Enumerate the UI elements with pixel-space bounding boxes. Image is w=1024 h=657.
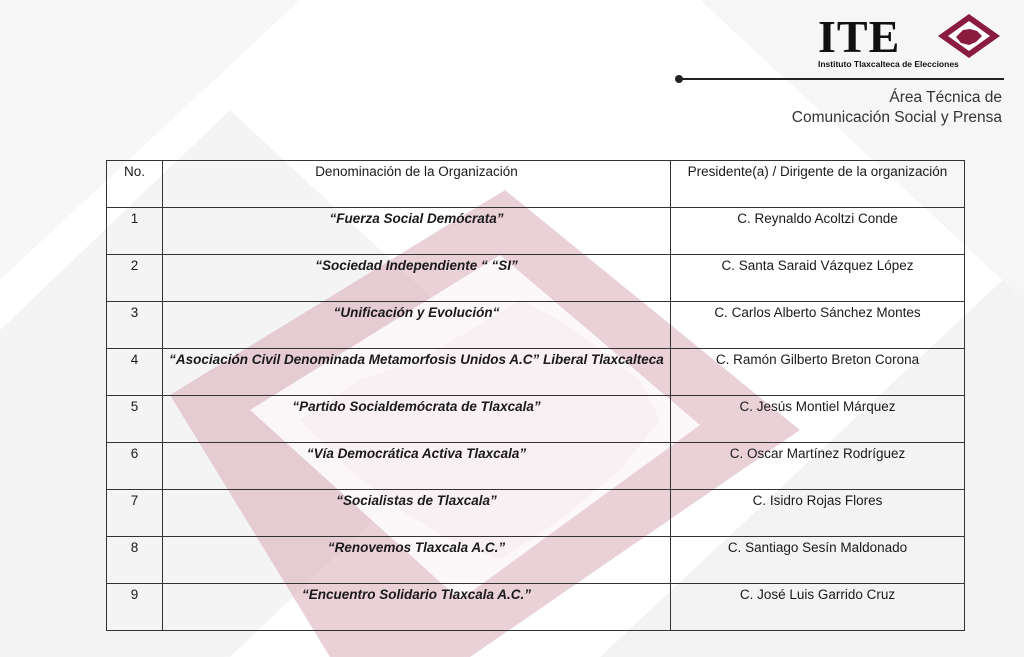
row-president: C. Carlos Alberto Sánchez Montes [671, 302, 965, 349]
table-row [107, 255, 965, 302]
logo-subtitle: Instituto Tlaxcalteca de Elecciones [818, 59, 959, 69]
area-line-2: Comunicación Social y Prensa [791, 109, 1002, 126]
row-president: C. Isidro Rojas Flores [671, 490, 965, 537]
row-president: C. Ramón Gilberto Breton Corona [671, 349, 965, 396]
row-num: 5 [107, 396, 163, 443]
logo-map-icon [936, 12, 1002, 60]
table-row [107, 443, 965, 490]
header-num: No. [107, 161, 163, 208]
table-row [107, 396, 965, 443]
row-num: 9 [107, 584, 163, 631]
header-rule [678, 78, 1004, 80]
table-row [107, 349, 965, 396]
row-name: “Unificación y Evolución“ [163, 302, 671, 349]
row-president: C. Santiago Sesín Maldonado [671, 537, 965, 584]
row-name: “Encuentro Solidario Tlaxcala A.C.” [163, 584, 671, 631]
table-row [107, 537, 965, 584]
table-row [107, 584, 965, 631]
header-president: Presidente(a) / Dirigente de la organización [671, 161, 965, 208]
row-num: 3 [107, 302, 163, 349]
page-header [0, 0, 1024, 140]
row-name: “Partido Socialdemócrata de Tlaxcala” [163, 396, 671, 443]
row-president: C. Jesús Montiel Márquez [671, 396, 965, 443]
row-name: “Sociedad Independiente “ “SI” [163, 255, 671, 302]
logo-text: ITE [818, 11, 901, 62]
row-name: “Socialistas de Tlaxcala” [163, 490, 671, 537]
row-name: “Renovemos Tlaxcala A.C.” [163, 537, 671, 584]
header-name: Denominación de la Organización [163, 161, 671, 208]
row-name: “Asociación Civil Denominada Metamorfosis Unidos A.C” Liberal Tlaxcalteca [163, 349, 671, 396]
ite-logo [816, 10, 1006, 72]
row-president: C. Oscar Martínez Rodríguez [671, 443, 965, 490]
area-title [792, 88, 1002, 128]
row-num: 7 [107, 490, 163, 537]
row-num: 6 [107, 443, 163, 490]
area-line-1: Área Técnica de [889, 89, 1002, 106]
row-president: C. Santa Saraid Vázquez López [671, 255, 965, 302]
row-num: 4 [107, 349, 163, 396]
row-num: 2 [107, 255, 163, 302]
row-num: 8 [107, 537, 163, 584]
table-row [107, 302, 965, 349]
row-president: C. José Luis Garrido Cruz [671, 584, 965, 631]
table-header-row [107, 161, 965, 208]
row-president: C. Reynaldo Acoltzi Conde [671, 208, 965, 255]
table-row [107, 490, 965, 537]
table-row [107, 208, 965, 255]
organizations-table [106, 160, 965, 631]
row-name: “Fuerza Social Demócrata” [163, 208, 671, 255]
row-name: “Vía Democrática Activa Tlaxcala” [163, 443, 671, 490]
row-num: 1 [107, 208, 163, 255]
